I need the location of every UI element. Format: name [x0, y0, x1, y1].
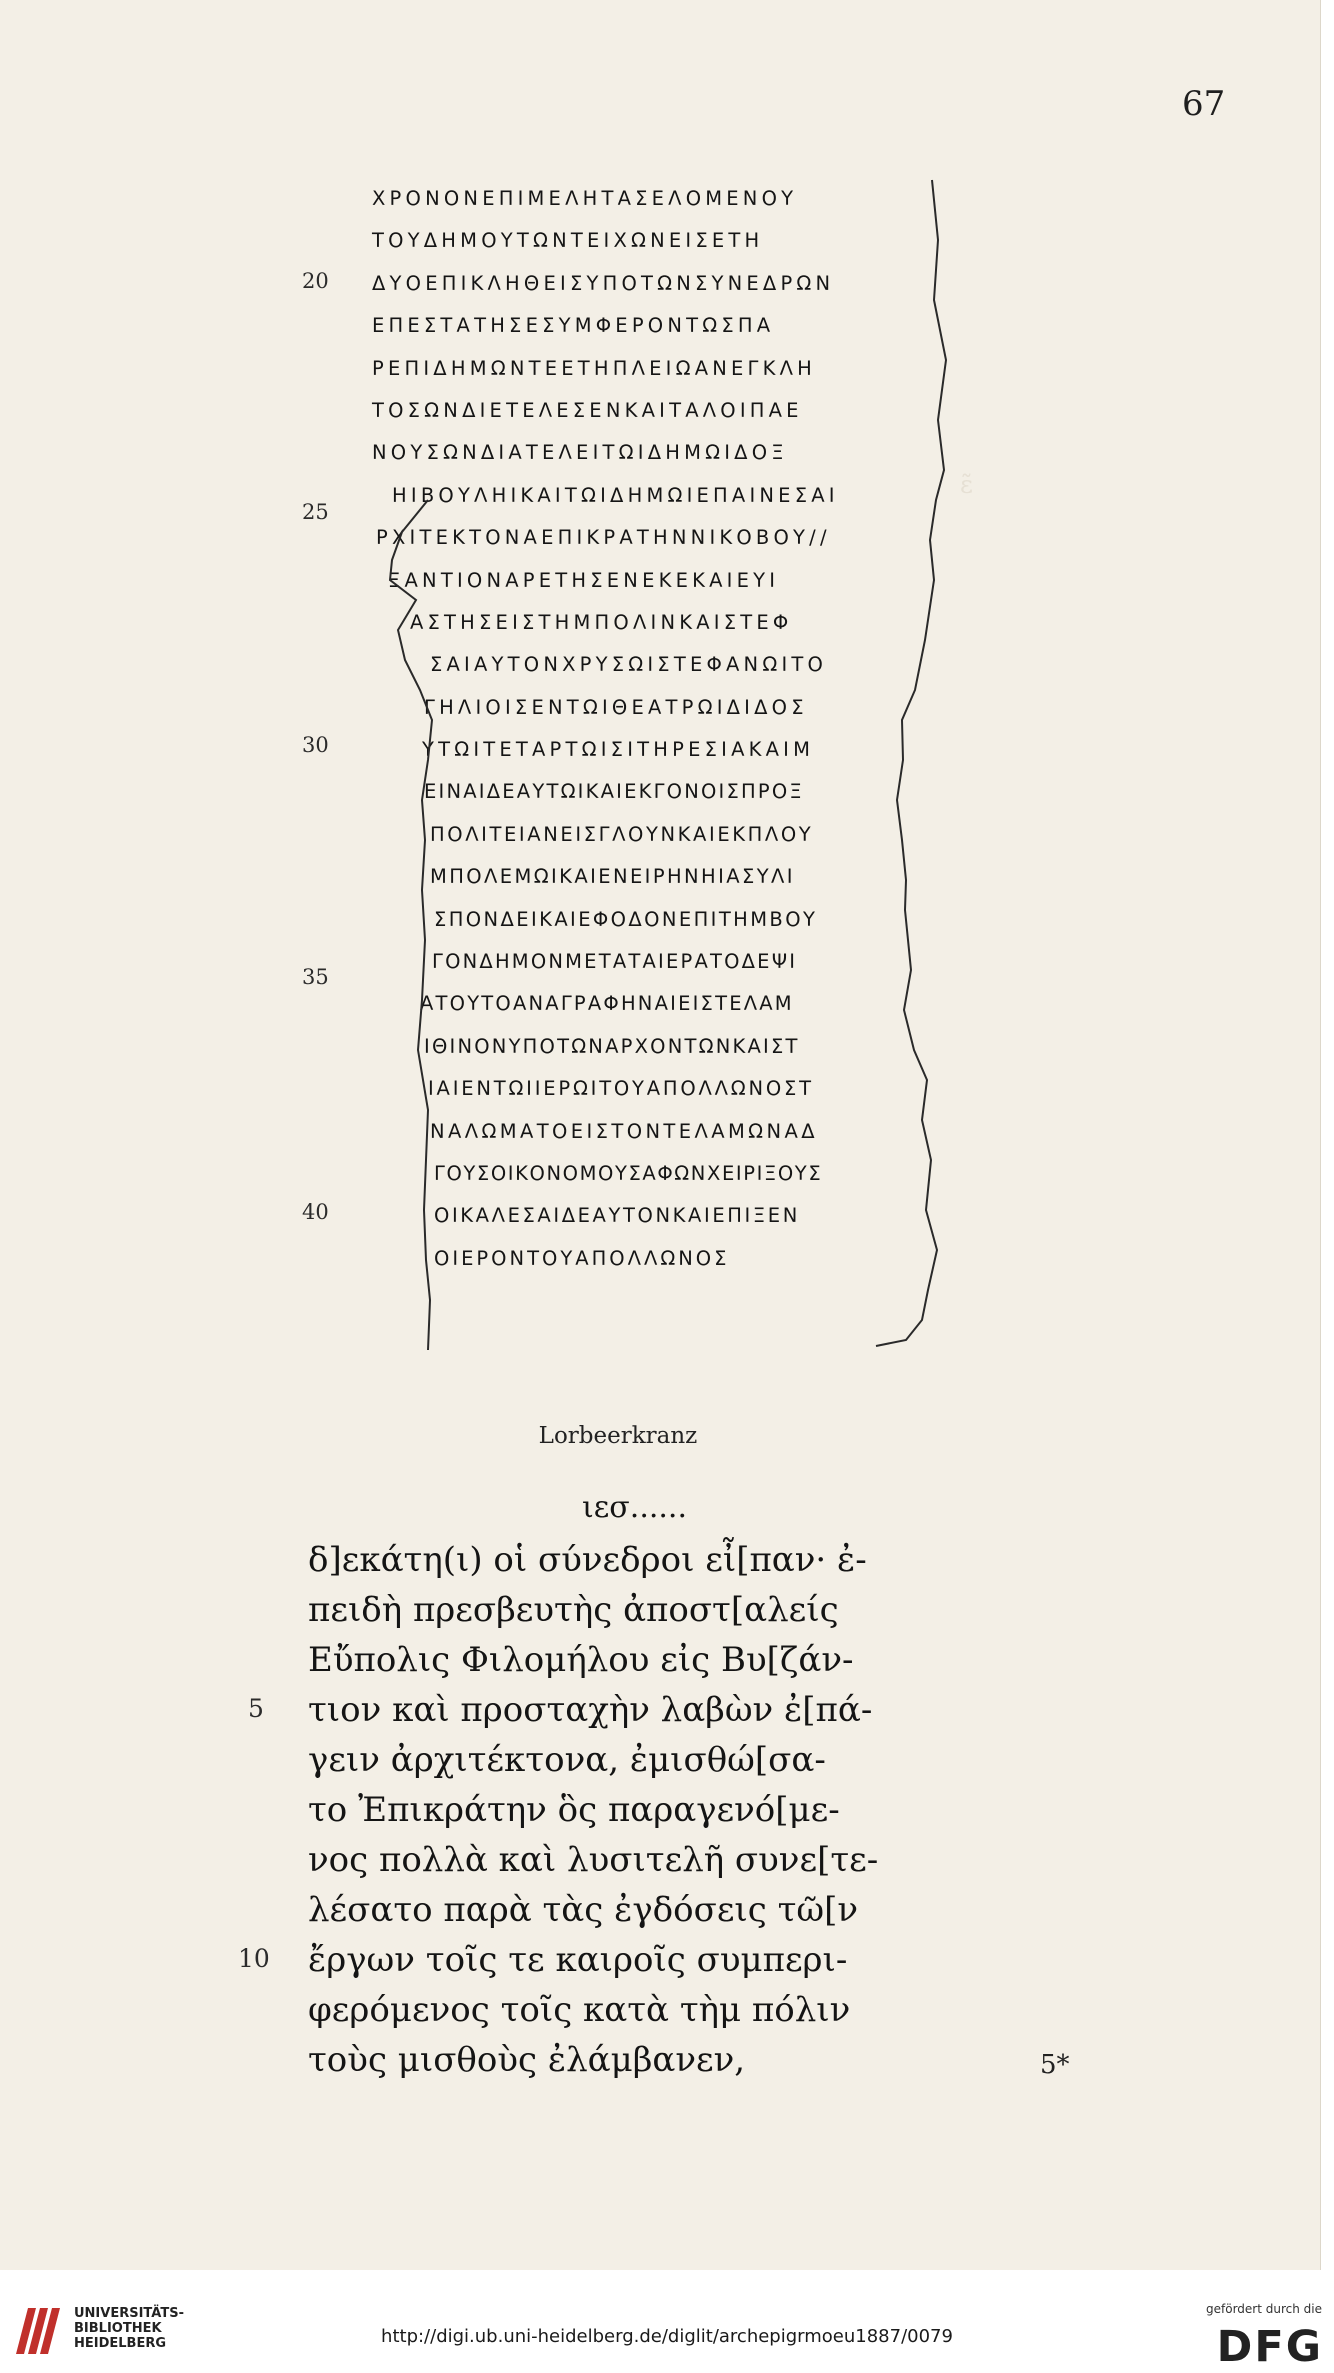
inscription-line: ΓΗΛΙΟΙΣΕΝΤΩΙΘΕΑΤΡΩΙΔΙΔΟΣ	[424, 695, 808, 719]
inscription-line: ΕΠΕΣΤΑΤΗΣΕΣΥΜΦΕΡΟΝΤΩΣΠΑ	[372, 314, 775, 338]
transcription-line: φερόμενος τοῖς κατὰ τὴμ πόλιν	[308, 1990, 851, 2030]
line-number: 40	[302, 1200, 329, 1224]
transcription-line: το Ἐπικράτην ὃς παραγενό[με-	[308, 1790, 840, 1830]
inscription-line: ΣΠΟΝΔΕΙΚΑΙΕΦΟΔΟΝΕΠΙΤΗΜΒΟΥ	[434, 907, 818, 931]
transcription-line: πειδὴ πρεσβευτὴς ἀποστ[αλείς	[308, 1590, 839, 1630]
inscription-line: ΜΠΟΛΕΜΩΙΚΑΙΕΝΕΙΡΗΝΗΙΑΣΥΛΙ	[430, 865, 795, 889]
transcription-line: Εὔπολις Φιλομήλου εἰς Βυ[ζάν-	[308, 1640, 854, 1680]
bleed-through-text: ɛ̃	[960, 470, 973, 499]
transcription-line: τοὺς μισθοὺς ἐλάμβανεν,	[308, 2040, 746, 2080]
transcription-line: τιον καὶ προσταχὴν λαβὼν ἐ[πά-	[308, 1690, 873, 1730]
line-number: 10	[238, 1944, 270, 1973]
inscription-line: ΔΥΟΕΠΙΚΛΗΘΕΙΣΥΠΟΤΩΝΣΥΝΕΔΡΩΝ	[372, 271, 835, 295]
inscription-line: ΕΙΝΑΙΔΕΑΥΤΩΙΚΑΙΕΚΓΟΝΟΙΣΠΡΟΞ	[424, 780, 804, 804]
inscription-line: ΤΟΣΩΝΔΙΕΤΕΛΕΣΕΝΚΑΙΤΑΛΟΙΠΑΕ	[372, 398, 803, 422]
inscription-line: ΑΤΟΥΤΟΑΝΑΓΡΑΦΗΝΑΙΕΙΣΤΕΛΑΜ	[420, 992, 794, 1016]
source-url-link[interactable]: http://digi.ub.uni-heidelberg.de/diglit/archepigrmoeu1887/0079	[381, 2326, 953, 2347]
inscription-line: ΙΑΙΕΝΤΩΙΙΕΡΩΙΤΟΥΑΠΟΛΛΩΝΟΣΤ	[428, 1077, 814, 1101]
line-number: 20	[302, 269, 329, 293]
inscription-line: ΞΑΝΤΙΟΝΑΡΕΤΗΣΕΝΕΚΕΚΑΙΕΥΙ	[388, 568, 780, 592]
inscription-line: ΡΕΠΙΔΗΜΩΝΤΕΕΤΗΠΛΕΙΩΑΝΕΓΚΛΗ	[372, 356, 817, 380]
line-number: 35	[302, 965, 329, 989]
funded-by-label: gefördert durch die	[1206, 2302, 1322, 2316]
dfg-logo: DFG	[1216, 2322, 1323, 2372]
inscription-line: ΣΑΙΑΥΤΟΝΧΡΥΣΩΙΣΤΕΦΑΝΩΙΤΟ	[430, 653, 828, 677]
line-number: 30	[302, 733, 329, 757]
wreath-label: Lorbeerkranz	[538, 1423, 698, 1449]
page-number: 67	[1182, 84, 1226, 124]
inscription-line: ΝΑΛΩΜΑΤΟΕΙΣΤΟΝΤΕΛΑΜΩΝΑΔ	[430, 1119, 818, 1143]
library-name: UNIVERSITÄTS- BIBLIOTHEK HEIDELBERG	[74, 2306, 184, 2351]
inscription-line: ΑΣΤΗΣΕΙΣΤΗΜΠΟΛΙΝΚΑΙΣΤΕΦ	[410, 610, 793, 634]
inscription-line: ΙΘΙΝΟΝΥΠΟΤΩΝΑΡΧΟΝΤΩΝΚΑΙΣΤ	[424, 1034, 800, 1058]
inscription-line: ΗΙΒΟΥΛΗΙΚΑΙΤΩΙΔΗΜΩΙΕΠΑΙΝΕΣΑΙ	[392, 483, 839, 507]
inscription-line: ΓΟΥΣΟΙΚΟΝΟΜΟΥΣΑΦΩΝΧΕΙΡΙΞΟΥΣ	[434, 1161, 823, 1185]
inscription-line: ΟΙΕΡΟΝΤΟΥΑΠΟΛΛΩΝΟΣ	[434, 1246, 730, 1270]
line-number: 25	[302, 500, 329, 524]
transcription-line: γειν ἀρχιτέκτονα, ἐμισθώ[σα-	[308, 1740, 826, 1780]
signature-mark: 5*	[1040, 2050, 1070, 2080]
inscription-line: ΟΙΚΑΛΕΣΑΙΔΕΑΥΤΟΝΚΑΙΕΠΙΞΕΝ	[434, 1204, 800, 1228]
transcription-line: λέσατο παρὰ τὰς ἐγδόσεις τῶ[ν	[308, 1890, 859, 1930]
transcription-line: νος πολλὰ καὶ λυσιτελῆ συνε[τε-	[308, 1840, 879, 1880]
inscription-line: ΧΡΟΝΟΝΕΠΙΜΕΛΗΤΑΣΕΛΟΜΕΝΟΥ	[372, 187, 798, 210]
inscription-line: ΝΟΥΣΩΝΔΙΑΤΕΛΕΙΤΩΙΔΗΜΩΙΔΟΞ	[372, 441, 788, 465]
transcription-line: ἔργων τοῖς τε καιροῖς συμπερι-	[308, 1940, 848, 1980]
inscription-line: ΥΤΩΙΤΕΤΑΡΤΩΙΣΙΤΗΡΕΣΙΑΚΑΙΜ	[422, 738, 815, 762]
inscription-line: ΡΧΙΤΕΚΤΟΝΑΕΠΙΚΡΑΤΗΝΝΙΚΟΒΟΥ//	[376, 526, 831, 550]
transcription-line: δ]εκάτη(ι) οἱ σύνεδροι εἶ[παν· ἐ-	[308, 1540, 867, 1580]
footer	[0, 2270, 1334, 2373]
line-number: 5	[248, 1694, 264, 1723]
inscription-line: ΠΟΛΙΤΕΙΑΝΕΙΣΓΛΟΥΝΚΑΙΕΚΠΛΟΥ	[430, 822, 814, 846]
inscription-line: ΤΟΥΔΗΜΟΥΤΩΝΤΕΙΧΩΝΕΙΣΕΤΗ	[372, 229, 764, 253]
transcription-line: ιεσ......	[582, 1490, 687, 1525]
inscription-line: ΓΟΝΔΗΜΟΝΜΕΤΑΤΑΙΕΡΑΤΟΔΕΨΙ	[432, 950, 798, 974]
